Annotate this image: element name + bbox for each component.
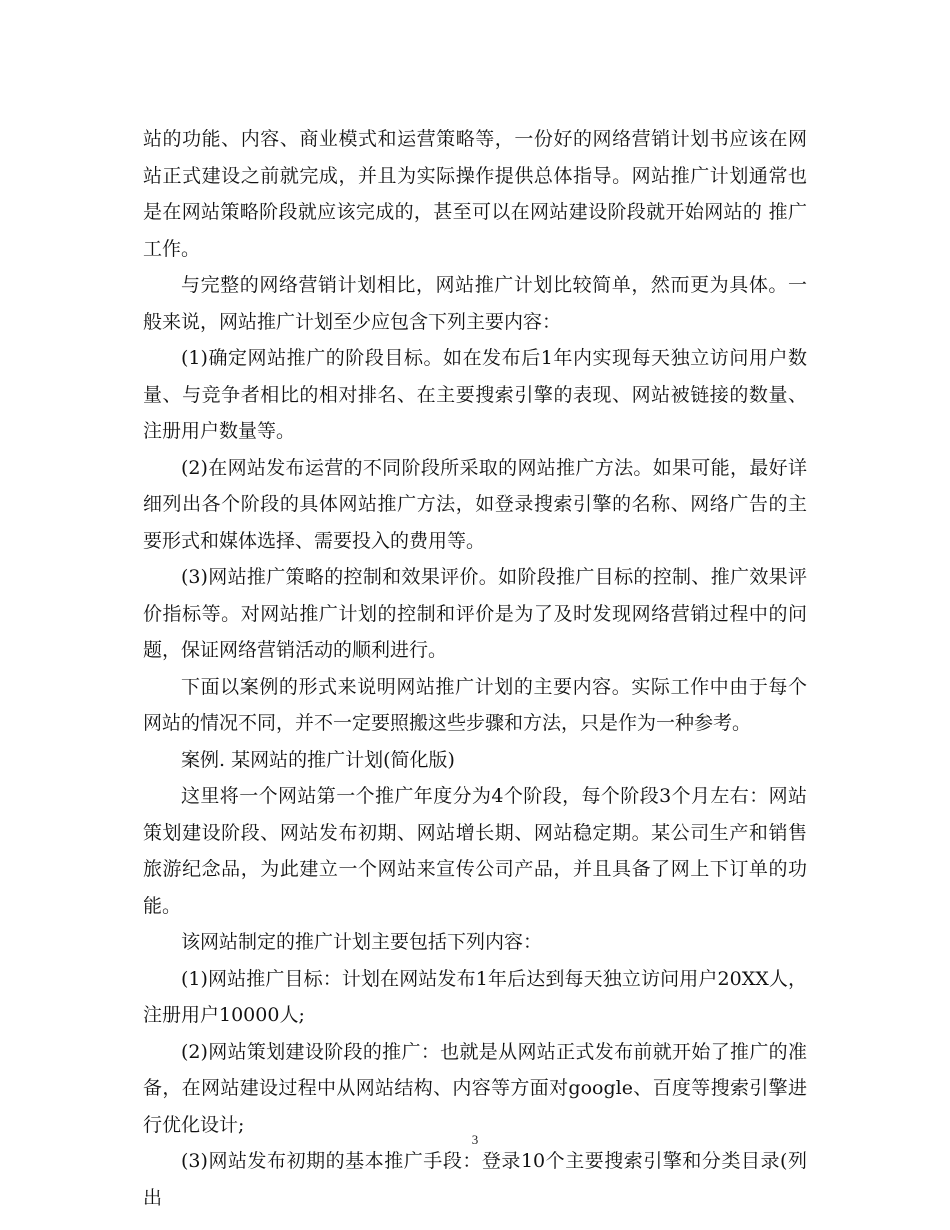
paragraph-10: (1)网站推广目标：计划在网站发布1年后达到每天独立访问用户20XX人，注册用户10000人; — [143, 967, 807, 1026]
paragraph-12: (3)网站发布初期的基本推广手段：登录10个主要搜索引擎和分类目录(列出 — [143, 1150, 807, 1209]
document-body — [143, 121, 807, 1216]
paragraph-8: 这里将一个网站第一个推广年度分为4个阶段，每个阶段3个月左右：网站策划建设阶段、网站发布初期、网站增长期、网站稳定期。某公司生产和销售旅游纪念品，为此建立一个网站来宣传公司产品，并且具备了网上下订单的功能。 — [143, 785, 807, 917]
paragraph-2: 与完整的网络营销计划相比，网站推广计划比较简单，然而更为具体。一般来说，网站推广计划至少应包含下列主要内容： — [143, 274, 807, 333]
paragraph-6: 下面以案例的形式来说明网站推广计划的主要内容。实际工作中由于每个网站的情况不同，并不一定要照搬这些步骤和方法，只是作为一种参考。 — [143, 675, 807, 734]
paragraph-11: (2)网站策划建设阶段的推广：也就是从网站正式发布前就开始了推广的准备，在网站建设过程中从网站结构、内容等方面对google、百度等搜索引擎进行优化设计; — [143, 1040, 807, 1136]
paragraph-1: 站的功能、内容、商业模式和运营策略等，一份好的网络营销计划书应该在网站正式建设之前就完成，并且为实际操作提供总体指导。网站推广计划通常也是在网站策略阶段就应该完成的，甚至可以在网站建设阶段就开始网站的 推广 工作。 — [143, 128, 807, 260]
paragraph-5: (3)网站推广策略的控制和效果评价。如阶段推广目标的控制、推广效果评价指标等。对网站推广计划的控制和评价是为了及时发现网络营销过程中的问题，保证网络营销活动的顺利进行。 — [143, 566, 807, 661]
case-heading: 案例. 某网站的推广计划(简化版) — [181, 748, 455, 771]
paragraph-3: (1)确定网站推广的阶段目标。如在发布后1年内实现每天独立访问用户数量、与竞争者相比的相对排名、在主要搜索引擎的表现、网站被链接的数量、注册用户数量等。 — [143, 347, 807, 442]
paragraph-9: 该网站制定的推广计划主要包括下列内容： — [181, 931, 543, 953]
paragraph-4: (2)在网站发布运营的不同阶段所采取的网站推广方法。如果可能，最好详细列出各个阶段的具体网站推广方法，如登录搜索引擎的名称、网络广告的主要形式和媒体选择、需要投入的费用等。 — [143, 456, 807, 552]
page-number: 3 — [471, 1132, 479, 1147]
